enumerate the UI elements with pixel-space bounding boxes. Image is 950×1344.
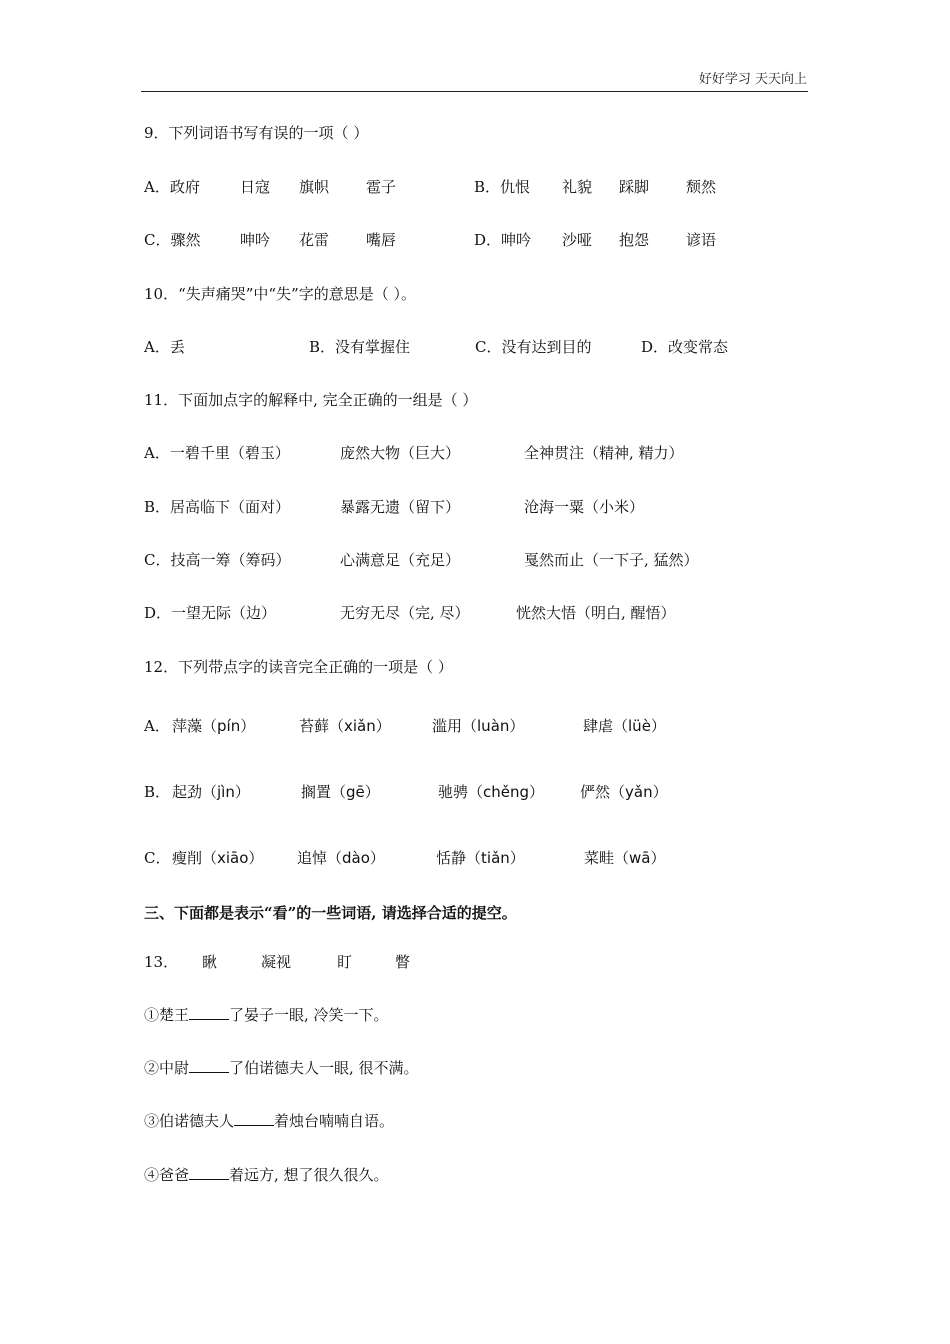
q12-a-item4 — [583, 716, 666, 736]
q13-word-4: 瞥 — [395, 953, 411, 971]
q12-a-word1: 萍藻 — [172, 717, 203, 735]
q10-option-b[interactable]: B．没有掌握住 — [309, 338, 411, 356]
q9-d-word4: 谚语 — [686, 231, 717, 249]
q9-d-word2: 沙哑 — [562, 231, 593, 249]
q11-c-col2: 心满意足（充足） — [340, 551, 461, 569]
q12-a-item1 — [172, 716, 255, 736]
q9-b-word4: 颓然 — [686, 178, 717, 196]
q12-c-pinyin3: （tiǎn） — [466, 849, 525, 867]
q11-option-a[interactable] — [144, 443, 844, 463]
q12-b-item3 — [438, 782, 544, 802]
q12-option-a[interactable] — [144, 716, 844, 738]
q9-option-a[interactable]: A．政府 — [144, 178, 200, 196]
q9-option-d[interactable]: D．呻吟 — [474, 231, 532, 249]
q12-c-item1 — [172, 848, 263, 868]
q12-c-item4 — [584, 848, 665, 868]
q12-c-word3: 恬静 — [436, 849, 467, 867]
q13-s4-before: ④爸爸 — [144, 1166, 190, 1184]
q11-a-col1: A．一碧千里（碧玉） — [144, 444, 290, 462]
q13-s2-before: ②中尉 — [144, 1059, 190, 1077]
q12-c-word1: 瘦削 — [172, 849, 203, 867]
q13-word-bank — [144, 952, 844, 972]
q12-b-word4: 俨然 — [580, 783, 611, 801]
q12-b-pinyin4: （yǎn） — [610, 783, 668, 801]
q9-stem: 9．下列词语书写有误的一项（ ） — [144, 124, 369, 142]
q10-option-d[interactable]: D．改变常态 — [641, 338, 729, 356]
q11-a-col2: 庞然大物（巨大） — [340, 444, 461, 462]
q10-option-c[interactable]: C．没有达到目的 — [475, 338, 592, 356]
q12-stem: 12．下列带点字的读音完全正确的一项是（ ） — [144, 658, 453, 676]
q12-a-pinyin2: （xiǎn） — [329, 717, 391, 735]
q11-c-col3: 戛然而止（一下子, 猛然） — [524, 551, 699, 569]
q9-b-word3: 踩脚 — [619, 178, 650, 196]
q12-b-pinyin2: （gē） — [331, 783, 380, 801]
q13-s3-blank[interactable] — [234, 1111, 274, 1126]
q9-c-word4: 嘴唇 — [366, 231, 397, 249]
q13-s1-blank[interactable] — [189, 1005, 229, 1020]
q13-s1-before: ①楚王 — [144, 1006, 190, 1024]
q12-c-pinyin4: （wā） — [614, 849, 666, 867]
q12-c-word4: 菜畦 — [584, 849, 615, 867]
section3-title: 三、下面都是表示“看”的一些词语, 请选择合适的提空。 — [144, 904, 517, 922]
q12-b-pinyin1: （jìn） — [202, 783, 250, 801]
q12-c-pinyin1: （xiāo） — [202, 849, 264, 867]
q9-option-b[interactable]: B．仇恨 — [474, 178, 531, 196]
header-divider — [141, 91, 808, 92]
q13-s4-after: 着远方, 想了很久很久。 — [229, 1166, 389, 1184]
q13-number: 13． — [144, 953, 179, 971]
q12-option-b[interactable] — [144, 782, 844, 804]
q12-a-pinyin4: （lüè） — [613, 717, 666, 735]
q12-a-label: A． — [144, 717, 170, 735]
q9-a-word3: 旗帜 — [299, 178, 330, 196]
q11-b-col2: 暴露无遗（留下） — [340, 498, 461, 516]
q12-b-word3: 驰骋 — [438, 783, 469, 801]
q12-a-pinyin3: （luàn） — [462, 717, 525, 735]
q13-s3-before: ③伯诺德夫人 — [144, 1112, 235, 1130]
q13-sentence-4 — [144, 1165, 389, 1185]
q12-a-pinyin1: （pín） — [202, 717, 256, 735]
q11-c-col1: C．技高一筹（筹码） — [144, 551, 291, 569]
q9-row-ab — [144, 177, 844, 197]
q12-b-word1: 起劲 — [172, 783, 203, 801]
q13-word-2: 凝视 — [261, 953, 292, 971]
q11-b-col3: 沧海一粟（小米） — [524, 498, 645, 516]
q12-a-item3 — [432, 716, 524, 736]
q9-a-word2: 日寇 — [240, 178, 271, 196]
q12-c-item2 — [297, 848, 385, 868]
q11-d-col2: 无穷无尽（完, 尽） — [340, 604, 470, 622]
q11-d-col1: D．一望无际（边） — [144, 604, 277, 622]
q13-word-1: 瞅 — [202, 953, 218, 971]
q12-a-word3: 滥用 — [432, 717, 463, 735]
q10-option-a[interactable]: A．丢 — [144, 338, 185, 356]
q9-row-cd — [144, 230, 844, 250]
q9-a-word4: 雹子 — [366, 178, 397, 196]
q11-option-d[interactable] — [144, 603, 844, 623]
q12-b-item2 — [301, 782, 380, 802]
q12-b-item1 — [172, 782, 250, 802]
q12-a-item2 — [299, 716, 391, 736]
q12-option-c[interactable] — [144, 848, 844, 870]
q9-c-word3: 花雷 — [299, 231, 330, 249]
q11-a-col3: 全神贯注（精神, 精力） — [524, 444, 684, 462]
q11-option-c[interactable] — [144, 550, 844, 570]
q12-a-word4: 肆虐 — [583, 717, 614, 735]
header-motto: 好好学习 天天向上 — [698, 72, 807, 87]
q13-sentence-2 — [144, 1058, 419, 1078]
q11-option-b[interactable] — [144, 497, 844, 517]
q13-sentence-3 — [144, 1111, 394, 1131]
q12-b-label: B． — [144, 783, 171, 801]
q9-c-word2: 呻吟 — [240, 231, 271, 249]
q9-option-c[interactable]: C．骤然 — [144, 231, 201, 249]
q12-c-word2: 追悼 — [297, 849, 328, 867]
q12-b-pinyin3: （chěng） — [468, 783, 545, 801]
q13-s4-blank[interactable] — [189, 1165, 229, 1180]
q10-options — [144, 337, 844, 357]
q12-c-pinyin2: （dào） — [327, 849, 385, 867]
q12-a-word2: 苔藓 — [299, 717, 330, 735]
q10-stem: 10．“失声痛哭”中“失”字的意思是（ ）。 — [144, 285, 417, 303]
q9-b-word2: 礼貌 — [562, 178, 593, 196]
q13-word-3: 盯 — [337, 953, 353, 971]
q9-d-word3: 抱怨 — [619, 231, 650, 249]
q12-b-word2: 搁置 — [301, 783, 332, 801]
q12-c-item3 — [436, 848, 525, 868]
q11-d-col3: 恍然大悟（明白, 醒悟） — [516, 604, 676, 622]
q13-s2-blank[interactable] — [189, 1058, 229, 1073]
q11-stem: 11．下面加点字的解释中, 完全正确的一组是（ ） — [144, 391, 478, 409]
q11-b-col1: B．居高临下（面对） — [144, 498, 291, 516]
q12-c-label: C． — [144, 849, 171, 867]
q13-sentence-1 — [144, 1005, 389, 1025]
q12-b-item4 — [580, 782, 668, 802]
q13-s2-after: 了伯诺德夫人一眼, 很不满。 — [229, 1059, 419, 1077]
q13-s1-after: 了晏子一眼, 冷笑一下。 — [229, 1006, 389, 1024]
q13-s3-after: 着烛台喃喃自语。 — [274, 1112, 395, 1130]
